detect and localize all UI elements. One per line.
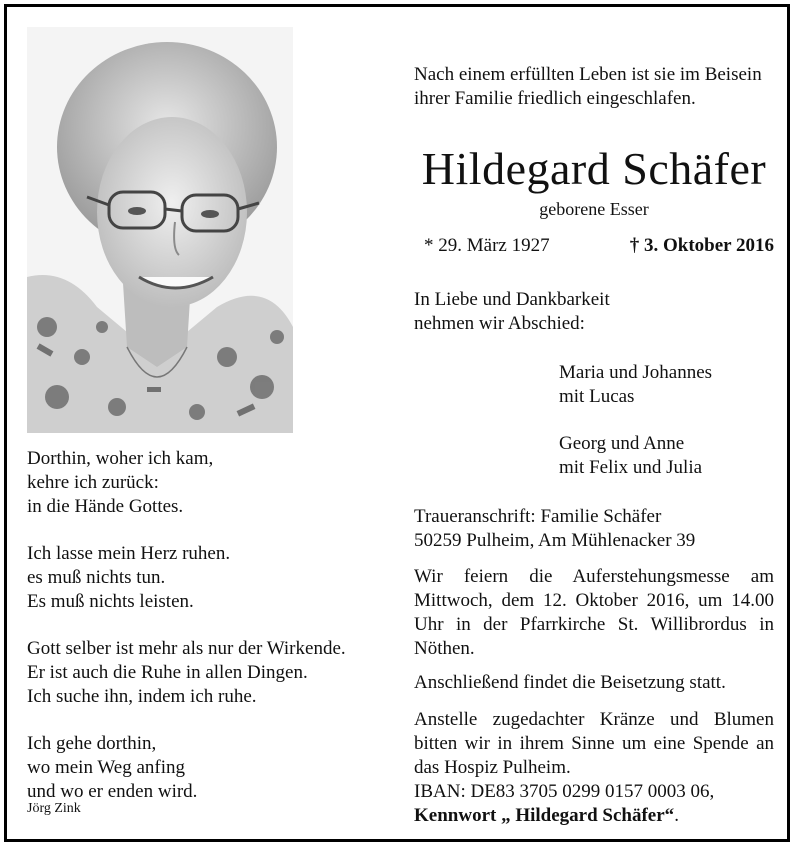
death-date: † 3. Oktober 2016 [629,235,774,256]
donation-text: Anstelle zugedachter Kränze und Blumen bitten wir in ihrem Sinne um eine Spende an das Hospiz Pulheim. [414,709,774,778]
poem-line: es muß nichts tun. [27,567,166,588]
family-line: mit Felix und Julia [559,457,703,478]
farewell-line: nehmen wir Abschied: [414,313,585,334]
poem-stanza [27,542,387,614]
family-group [559,361,712,409]
address-line: Traueranschrift: Familie Schäfer [414,506,662,527]
family-line: Maria und Johannes [559,362,713,383]
burial-notice: Anschließend findet die Beisetzung statt. [414,672,726,693]
address-line: 50259 Pulheim, Am Mühlenacker 39 [414,530,696,551]
kennwort [414,804,774,828]
farewell-line: In Liebe und Dankbarkeit [414,289,610,310]
farewell-text [414,288,774,336]
poem-line: Ich suche ihn, indem ich ruhe. [27,686,257,707]
deceased-name: Hildegard Schäfer [421,143,767,194]
poem-stanza [27,732,387,804]
intro-line: Nach einem erfüllten Leben ist sie im Beisein [414,64,762,85]
family-line: Georg und Anne [559,433,685,454]
portrait-illustration [27,27,293,433]
poem-stanza [27,637,387,709]
maiden-name: geborene Esser [539,199,649,219]
intro-line: ihrer Familie friedlich eingeschlafen. [414,88,696,109]
poem-line: in die Hände Gottes. [27,496,184,517]
kennwort-period: . [674,805,679,826]
poem-line: Dorthin, woher ich kam, [27,448,214,469]
poem-stanza [27,447,387,519]
family-line: mit Lucas [559,386,635,407]
poem-line: und wo er enden wird. [27,781,198,802]
obituary-card [4,4,790,842]
kennwort-label: Kennwort „ Hildegard Schäfer“ [414,805,675,826]
intro-text [414,63,774,111]
poem-line: kehre ich zurück: [27,472,159,493]
poem-line: Es muß nichts leisten. [27,591,194,612]
mourning-address [414,505,774,553]
poem-line: Ich lasse mein Herz ruhen. [27,543,231,564]
poem-line: wo mein Weg anfing [27,757,186,778]
birth-date: * 29. März 1927 [424,235,550,256]
iban: IBAN: DE83 3705 0299 0157 0003 06, [414,781,715,802]
poem-line: Er ist auch die Ruhe in allen Dingen. [27,662,308,683]
poem-line: Gott selber ist mehr als nur der Wirkende. [27,638,346,659]
portrait-photo [27,27,293,433]
poem [27,447,387,827]
poem-line: Ich gehe dorthin, [27,733,157,754]
donation-notice [414,708,774,828]
service-notice: Wir feiern die Auferstehungsmesse am Mittwoch, dem 12. Oktober 2016, um 14.00 Uhr in der Pfarrkirche St. Willibrordus in Nöthen. [414,566,774,659]
poem-author: Jörg Zink [27,801,81,816]
family-group [559,432,702,480]
